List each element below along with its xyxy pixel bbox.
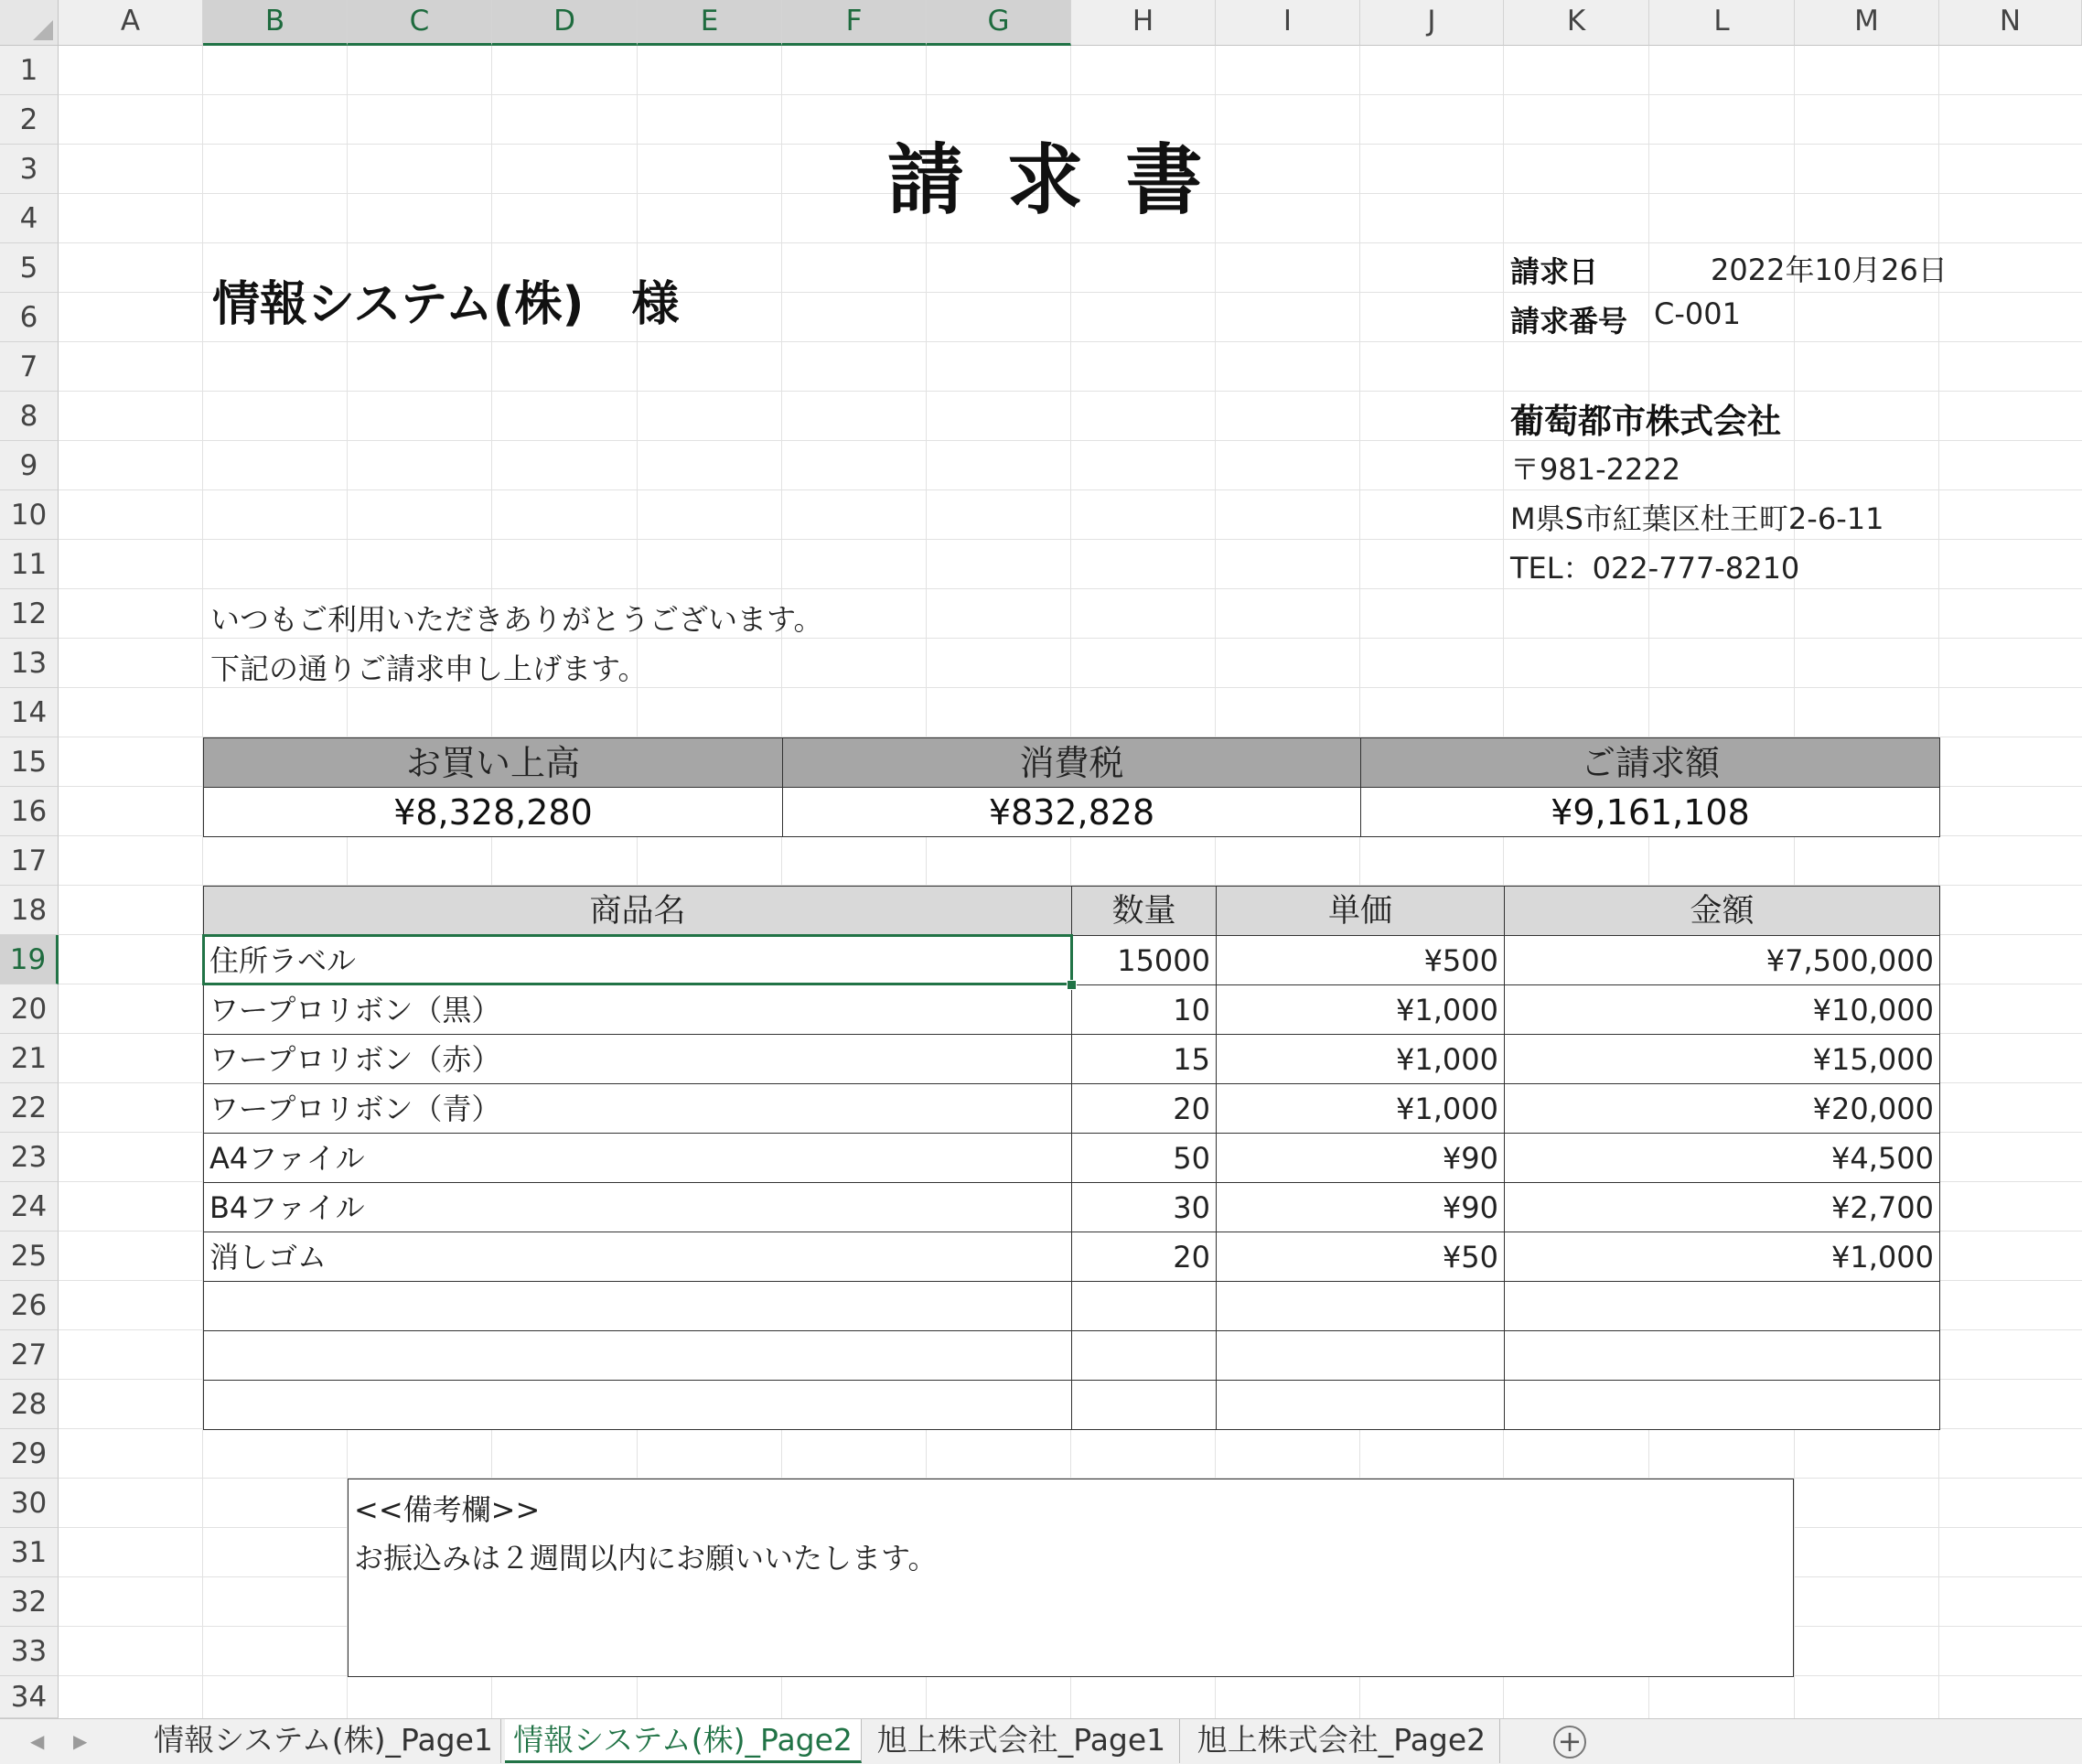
row-header-12[interactable]: 12 <box>0 589 59 639</box>
summary-value-1[interactable]: ¥8,328,280 <box>203 787 783 837</box>
table-cell-amount[interactable]: ¥15,000 <box>1504 1034 1940 1084</box>
table-cell-unit-price[interactable]: ¥90 <box>1216 1133 1505 1183</box>
table-cell-amount[interactable] <box>1504 1380 1940 1430</box>
table-cell-unit-price[interactable] <box>1216 1330 1505 1381</box>
company-postal: 〒981-2222 <box>1510 452 1681 487</box>
gridline-vertical <box>781 46 782 1718</box>
table-cell-item-name[interactable]: A4ファイル <box>203 1133 1072 1183</box>
row-header-17[interactable]: 17 <box>0 836 59 886</box>
row-header-26[interactable]: 26 <box>0 1281 59 1330</box>
table-cell-quantity[interactable]: 20 <box>1071 1083 1217 1134</box>
gridline-horizontal <box>59 341 2082 342</box>
row-header-25[interactable]: 25 <box>0 1232 59 1281</box>
table-cell-quantity[interactable]: 15 <box>1071 1034 1217 1084</box>
gridline-vertical <box>1215 46 1216 1718</box>
table-cell-item-name[interactable] <box>203 1281 1072 1331</box>
select-all-triangle-icon <box>33 20 53 40</box>
table-cell-item-name[interactable]: ワープロリボン（赤） <box>203 1034 1072 1084</box>
gridline-vertical <box>1070 46 1071 1718</box>
table-cell-unit-price[interactable]: ¥50 <box>1216 1232 1505 1282</box>
row-header-13[interactable]: 13 <box>0 639 59 688</box>
gridline-horizontal <box>59 489 2082 490</box>
table-cell-unit-price[interactable] <box>1216 1380 1505 1430</box>
greeting-line-1: いつもご利用いただきありがとうございます。 <box>210 602 823 637</box>
gridline-horizontal <box>59 242 2082 243</box>
row-header-31[interactable]: 31 <box>0 1528 59 1577</box>
plus-circle-icon[interactable]: + <box>1553 1726 1586 1759</box>
gridline-vertical <box>1794 46 1795 1718</box>
table-cell-item-name[interactable]: B4ファイル <box>203 1182 1072 1232</box>
sheet-tab-2[interactable]: 情報システム(株)_Page2 <box>505 1719 862 1763</box>
triangle-left-icon[interactable]: ◀ <box>30 1730 45 1752</box>
row-header-28[interactable]: 28 <box>0 1380 59 1429</box>
company-address: M県S市紅葉区杜王町2-6-11 <box>1510 501 1884 536</box>
column-header-H[interactable]: H <box>1071 0 1216 46</box>
row-header-34[interactable]: 34 <box>0 1676 59 1718</box>
column-header-N[interactable]: N <box>1939 0 2082 46</box>
row-header-29[interactable]: 29 <box>0 1429 59 1479</box>
table-cell-quantity[interactable]: 30 <box>1071 1182 1217 1232</box>
summary-value-3[interactable]: ¥9,161,108 <box>1360 787 1940 837</box>
column-header-C[interactable]: C <box>348 0 492 46</box>
sheet-tab-bar <box>0 1718 2082 1764</box>
row-header-23[interactable]: 23 <box>0 1133 59 1182</box>
date-value: 2022年10月26日 <box>1711 253 1948 287</box>
table-cell-item-name[interactable]: ワープロリボン（青） <box>203 1083 1072 1134</box>
row-header-7[interactable]: 7 <box>0 342 59 392</box>
memo-text: お振込みは２週間以内にお願いいたします。 <box>354 1541 938 1576</box>
gridline-horizontal <box>59 588 2082 589</box>
column-header-K[interactable]: K <box>1504 0 1649 46</box>
table-cell-quantity[interactable]: 50 <box>1071 1133 1217 1183</box>
row-header-9[interactable]: 9 <box>0 441 59 490</box>
row-header-22[interactable]: 22 <box>0 1083 59 1133</box>
select-all-corner[interactable] <box>0 0 59 46</box>
column-header-I[interactable]: I <box>1216 0 1360 46</box>
table-cell-amount[interactable] <box>1504 1330 1940 1381</box>
table-cell-amount[interactable] <box>1504 1281 1940 1331</box>
table-cell-quantity[interactable]: 15000 <box>1071 935 1217 985</box>
memo-box <box>348 1479 1794 1677</box>
row-header-30[interactable]: 30 <box>0 1479 59 1528</box>
table-cell-unit-price[interactable] <box>1216 1281 1505 1331</box>
invoice-title: 請求書 <box>887 135 1245 225</box>
sheet-tab-4[interactable]: 旭上株式会社_Page2 <box>1184 1719 1500 1763</box>
row-header-6[interactable]: 6 <box>0 293 59 342</box>
gridline-vertical <box>1503 46 1504 1718</box>
table-cell-item-name[interactable]: 住所ラベル <box>203 935 1072 985</box>
company-tel: TEL：022-777-8210 <box>1510 551 1800 586</box>
summary-value-2[interactable]: ¥832,828 <box>782 787 1361 837</box>
invoice-number-value: C-001 <box>1654 296 1741 331</box>
greeting-line-2: 下記の通りご請求申し上げます。 <box>210 651 648 686</box>
summary-header-2: 消費税 <box>782 737 1361 788</box>
table-cell-unit-price[interactable]: ¥90 <box>1216 1182 1505 1232</box>
row-header-11[interactable]: 11 <box>0 540 59 589</box>
row-header-21[interactable]: 21 <box>0 1034 59 1083</box>
gridline-horizontal <box>59 539 2082 540</box>
summary-header-1: お買い上高 <box>203 737 783 788</box>
table-cell-amount[interactable]: ¥4,500 <box>1504 1133 1940 1183</box>
table-cell-amount[interactable]: ¥7,500,000 <box>1504 935 1940 985</box>
row-header-24[interactable]: 24 <box>0 1182 59 1232</box>
row-header-4[interactable]: 4 <box>0 194 59 243</box>
table-cell-quantity[interactable]: 10 <box>1071 984 1217 1035</box>
table-header-unit-price: 単価 <box>1216 886 1505 936</box>
row-header-33[interactable]: 33 <box>0 1627 59 1676</box>
row-header-18[interactable]: 18 <box>0 886 59 935</box>
client-name: 情報システム(株) 様 <box>212 277 680 332</box>
active-cell-selection[interactable] <box>202 934 1073 985</box>
table-cell-unit-price[interactable]: ¥1,000 <box>1216 1083 1505 1134</box>
row-header-1[interactable]: 1 <box>0 46 59 95</box>
column-header-M[interactable]: M <box>1795 0 1939 46</box>
row-header-2[interactable]: 2 <box>0 95 59 145</box>
table-cell-quantity[interactable] <box>1071 1281 1217 1331</box>
table-cell-unit-price[interactable]: ¥1,000 <box>1216 984 1505 1035</box>
row-header-27[interactable]: 27 <box>0 1330 59 1380</box>
row-header-15[interactable]: 15 <box>0 737 59 787</box>
table-cell-item-name[interactable]: 消しゴム <box>203 1232 1072 1282</box>
table-cell-unit-price[interactable]: ¥500 <box>1216 935 1505 985</box>
company-name: 葡萄都市株式会社 <box>1510 402 1781 441</box>
table-cell-quantity[interactable] <box>1071 1330 1217 1381</box>
column-header-L[interactable]: L <box>1649 0 1795 46</box>
table-cell-quantity[interactable]: 20 <box>1071 1232 1217 1282</box>
row-header-10[interactable]: 10 <box>0 490 59 540</box>
sheet-tab-3[interactable]: 旭上株式会社_Page1 <box>864 1719 1180 1763</box>
row-header-19[interactable]: 19 <box>0 935 59 984</box>
gridline-vertical <box>926 46 927 1718</box>
row-header-5[interactable]: 5 <box>0 243 59 293</box>
row-header-14[interactable]: 14 <box>0 688 59 737</box>
column-header-F[interactable]: F <box>782 0 927 46</box>
summary-header-3: ご請求額 <box>1360 737 1940 788</box>
column-header-G[interactable]: G <box>927 0 1071 46</box>
table-cell-unit-price[interactable]: ¥1,000 <box>1216 1034 1505 1084</box>
row-header-16[interactable]: 16 <box>0 787 59 836</box>
triangle-right-icon[interactable]: ▶ <box>73 1730 88 1752</box>
table-cell-quantity[interactable] <box>1071 1380 1217 1430</box>
table-cell-amount[interactable]: ¥1,000 <box>1504 1232 1940 1282</box>
gridline-horizontal <box>59 391 2082 392</box>
row-header-20[interactable]: 20 <box>0 984 59 1034</box>
table-cell-item-name[interactable]: ワープロリボン（黒） <box>203 984 1072 1035</box>
gridline-vertical <box>1648 46 1649 1718</box>
gridline-horizontal <box>59 94 2082 95</box>
table-cell-item-name[interactable] <box>203 1380 1072 1430</box>
fill-handle[interactable] <box>1067 980 1077 990</box>
column-header-J[interactable]: J <box>1360 0 1504 46</box>
sheet-tab-1[interactable]: 情報システム(株)_Page1 <box>146 1719 501 1763</box>
row-header-32[interactable]: 32 <box>0 1577 59 1627</box>
table-header-amount: 金額 <box>1504 886 1940 936</box>
row-header-3[interactable]: 3 <box>0 145 59 194</box>
gridline-vertical <box>1938 46 1939 1718</box>
gridline-vertical <box>202 46 203 1718</box>
memo-title: <<備考欄>> <box>354 1492 541 1527</box>
column-header-E[interactable]: E <box>638 0 782 46</box>
column-header-A[interactable]: A <box>59 0 203 46</box>
table-header-item-name: 商品名 <box>203 886 1072 936</box>
gridline-vertical <box>1359 46 1360 1718</box>
table-cell-amount[interactable]: ¥2,700 <box>1504 1182 1940 1232</box>
table-cell-amount[interactable]: ¥20,000 <box>1504 1083 1940 1134</box>
column-header-D[interactable]: D <box>492 0 638 46</box>
table-cell-item-name[interactable] <box>203 1330 1072 1381</box>
column-header-B[interactable]: B <box>203 0 348 46</box>
row-header-8[interactable]: 8 <box>0 392 59 441</box>
table-cell-amount[interactable]: ¥10,000 <box>1504 984 1940 1035</box>
invoice-number-label: 請求番号 <box>1510 304 1628 339</box>
date-label: 請求日 <box>1510 254 1599 289</box>
table-header-quantity: 数量 <box>1071 886 1217 936</box>
